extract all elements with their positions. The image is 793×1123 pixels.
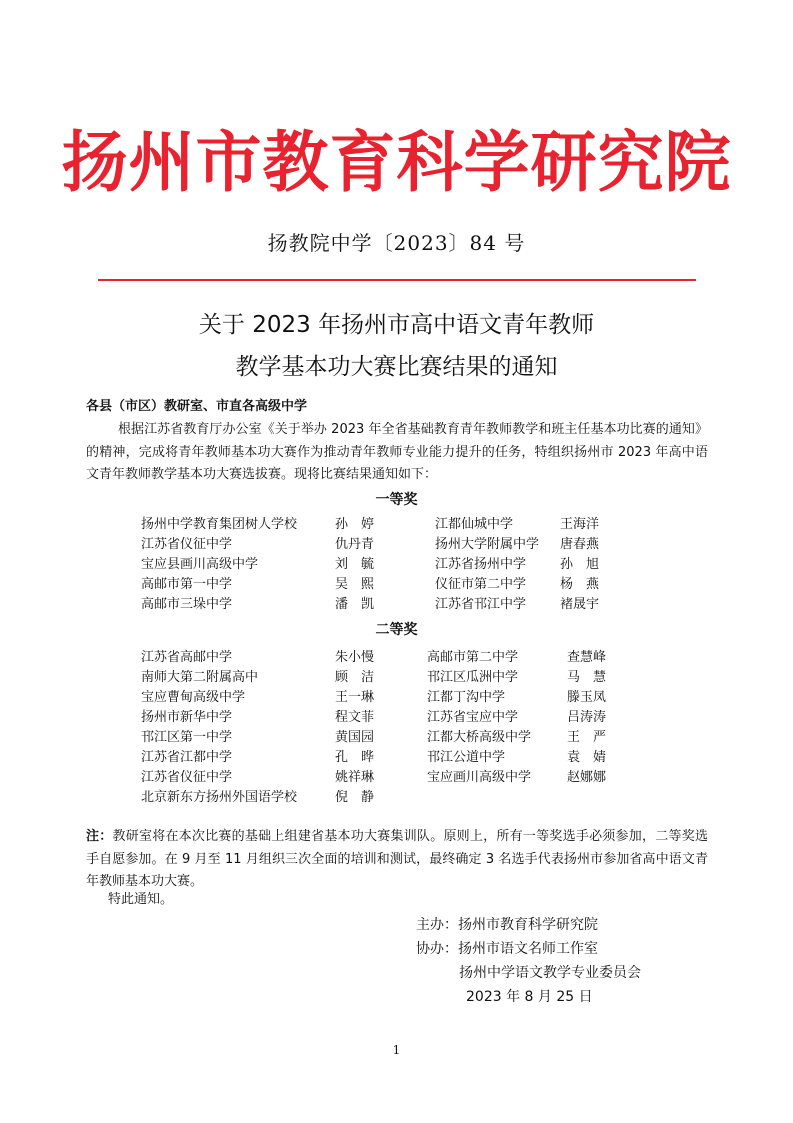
school-name: 邗江公道中学 bbox=[427, 750, 506, 765]
teacher-name: 顾 洁 bbox=[335, 670, 375, 685]
co-organizer-line-2: 扬州中学语文教学专业委员会 bbox=[459, 965, 641, 981]
issue-date: 2023 年 8 月 25 日 bbox=[466, 989, 593, 1005]
award-row bbox=[0, 686, 793, 706]
school-name: 仪征市第二中学 bbox=[435, 577, 527, 592]
teacher-name: 吴 熙 bbox=[335, 577, 375, 592]
award-row bbox=[0, 706, 793, 726]
sponsor-line: 主办：扬州市教育科学研究院 bbox=[416, 917, 598, 933]
notice-title-line-2: 教学基本功大赛比赛结果的通知 bbox=[235, 354, 558, 380]
teacher-name: 王 严 bbox=[567, 730, 607, 745]
school-name: 北京新东方扬州外国语学校 bbox=[141, 790, 298, 805]
school-name: 江苏省高邮中学 bbox=[141, 650, 233, 665]
teacher-name: 黄国园 bbox=[335, 730, 375, 745]
school-name: 邗江区第一中学 bbox=[141, 730, 233, 745]
school-name: 江苏省仪征中学 bbox=[141, 537, 233, 552]
school-name: 江都大桥高级中学 bbox=[427, 730, 532, 745]
school-name: 江都丁沟中学 bbox=[427, 690, 506, 705]
school-name: 江苏省仪征中学 bbox=[141, 770, 233, 785]
teacher-name: 孙 婷 bbox=[335, 517, 375, 532]
school-name: 宝应曹甸高级中学 bbox=[141, 690, 246, 705]
award-row bbox=[0, 786, 793, 806]
school-name: 高邮市三垛中学 bbox=[141, 597, 233, 612]
award-row bbox=[0, 553, 793, 573]
teacher-name: 杨 燕 bbox=[560, 577, 600, 592]
school-name: 宝应画川高级中学 bbox=[427, 770, 532, 785]
teacher-name: 褚晟宇 bbox=[560, 597, 600, 612]
teacher-name: 姚祥琳 bbox=[335, 770, 375, 785]
teacher-name: 刘 毓 bbox=[335, 557, 375, 572]
note-paragraph bbox=[86, 826, 708, 894]
first-prize-heading: 一等奖 bbox=[375, 492, 418, 508]
school-name: 扬州中学教育集团树人学校 bbox=[141, 517, 298, 532]
note-text: 教研室将在本次比赛的基础上组建省基本功大赛集训队。原则上，所有一等奖选手必须参加，二等奖选手自愿参加。在 9 月至 11 月组织三次全面的培训和测试，最终确定 3 名选手代表扬州市参加省高中语文青年教师基本功大赛。 bbox=[86, 829, 708, 889]
red-divider bbox=[98, 279, 696, 281]
teacher-name: 孔 晔 bbox=[335, 750, 375, 765]
award-row bbox=[0, 573, 793, 593]
teacher-name: 孙 旭 bbox=[560, 557, 600, 572]
teacher-name: 王一琳 bbox=[335, 690, 375, 705]
award-row bbox=[0, 746, 793, 766]
intro-paragraph: 根据江苏省教育厅办公室《关于举办 2023 年全省基础教育青年教师教学和班主任基本功比赛的通知》的精神，完成将青年教师基本功大赛作为推动青年教师专业能力提升的任务，特组织扬州市 2023 年高中语文青年教师教学基本功大赛选拔赛。现将比赛结果通知如下： bbox=[86, 422, 708, 482]
teacher-name: 滕玉凤 bbox=[567, 690, 607, 705]
teacher-name: 潘 凯 bbox=[335, 597, 375, 612]
teacher-name: 袁 婧 bbox=[567, 750, 607, 765]
teacher-name: 朱小慢 bbox=[335, 650, 375, 665]
award-row bbox=[0, 726, 793, 746]
teacher-name: 马 慧 bbox=[567, 670, 607, 685]
school-name: 江苏省宝应中学 bbox=[427, 710, 519, 725]
closing-line: 特此通知。 bbox=[108, 892, 174, 907]
school-name: 江苏省邗江中学 bbox=[435, 597, 527, 612]
award-row bbox=[0, 666, 793, 686]
award-row bbox=[0, 593, 793, 613]
teacher-name: 唐春燕 bbox=[560, 537, 600, 552]
school-name: 高邮市第一中学 bbox=[141, 577, 233, 592]
teacher-name: 吕涛涛 bbox=[567, 710, 607, 725]
teacher-name: 倪 静 bbox=[335, 790, 375, 805]
teacher-name: 程文菲 bbox=[335, 710, 375, 725]
school-name: 高邮市第二中学 bbox=[427, 650, 519, 665]
notice-title-line-1: 关于 2023 年扬州市高中语文青年教师 bbox=[198, 312, 595, 338]
award-row bbox=[0, 513, 793, 533]
school-name: 江都仙城中学 bbox=[435, 517, 514, 532]
school-name: 南师大第二附属高中 bbox=[141, 670, 259, 685]
teacher-name: 查慧峰 bbox=[567, 650, 607, 665]
school-name: 宝应县画川高级中学 bbox=[141, 557, 259, 572]
org-title: 扬州市教育科学研究院 bbox=[61, 124, 732, 201]
school-name: 扬州大学附属中学 bbox=[435, 537, 540, 552]
school-name: 扬州市新华中学 bbox=[141, 710, 233, 725]
school-name: 江苏省扬州中学 bbox=[435, 557, 527, 572]
award-row bbox=[0, 533, 793, 553]
award-row bbox=[0, 766, 793, 786]
document-number: 扬教院中学〔2023〕84 号 bbox=[267, 231, 526, 255]
school-name: 邗江区瓜洲中学 bbox=[427, 670, 519, 685]
page-number: 1 bbox=[392, 1043, 401, 1057]
second-prize-heading: 二等奖 bbox=[375, 622, 418, 638]
teacher-name: 仇丹青 bbox=[335, 537, 375, 552]
award-row bbox=[0, 646, 793, 666]
addressee: 各县（市区）教研室、市直各高级中学 bbox=[86, 399, 308, 414]
teacher-name: 赵娜娜 bbox=[567, 770, 607, 785]
school-name: 江苏省江都中学 bbox=[141, 750, 233, 765]
note-label: 注： bbox=[86, 829, 113, 844]
co-organizer-line-1: 协办：扬州市语文名师工作室 bbox=[416, 941, 598, 957]
teacher-name: 王海洋 bbox=[560, 517, 600, 532]
